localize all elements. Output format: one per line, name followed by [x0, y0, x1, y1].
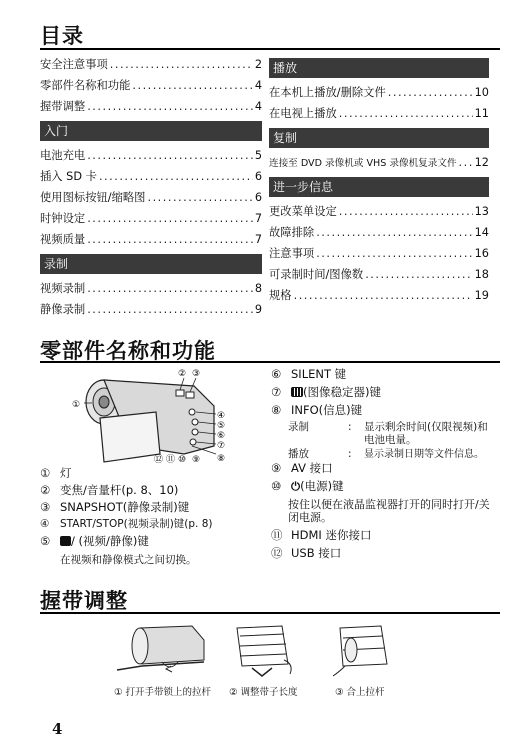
- diagram-label-7: ⑦: [217, 441, 226, 451]
- toc-entry-page: 5: [254, 149, 262, 162]
- toc-leader-dots: [87, 96, 253, 117]
- contents-title: 目录: [40, 24, 84, 48]
- toc-section-header: 入门: [40, 121, 262, 141]
- part-item-8: ⑧ INFO(信息)键: [271, 403, 363, 417]
- toc-section-header: 播放: [269, 58, 489, 78]
- toc-leader-dots: [294, 285, 473, 306]
- toc-entry-label: 在本机上播放/删除文件: [269, 86, 386, 99]
- toc-entry[interactable]: [40, 166, 262, 187]
- toc-entry-page: 4: [254, 79, 262, 92]
- toc-entry[interactable]: [40, 145, 262, 166]
- toc-entry[interactable]: [269, 82, 489, 103]
- toc-entry-label: 在电视上播放: [269, 107, 337, 120]
- part-item-9: ⑨ AV 接口: [271, 461, 333, 475]
- toc-entry[interactable]: [40, 278, 262, 299]
- toc-entry-label: 时钟设定: [40, 212, 86, 225]
- part-item-11: ⑪ HDMI 迷你接口: [271, 528, 372, 542]
- toc-left-column: [40, 54, 262, 320]
- toc-entry-page: 8: [254, 282, 262, 295]
- toc-entry-label: 电池充电: [40, 149, 86, 162]
- toc-entry-page: 6: [254, 191, 262, 204]
- grip-caption-3: ③ 合上拉杆: [335, 687, 385, 698]
- toc-entry[interactable]: [269, 103, 489, 124]
- contents-title-rule: [40, 48, 500, 50]
- toc-entry-label: 使用图标按钮/缩略图: [40, 191, 146, 204]
- part-item-2: ② 变焦/音量杆(p. 8、10): [40, 483, 179, 497]
- toc-leader-dots: [87, 278, 253, 299]
- toc-section-header: 进一步信息: [269, 177, 489, 197]
- toc-entry[interactable]: [269, 285, 489, 306]
- toc-leader-dots: [87, 145, 253, 166]
- part-item-4: ④ START/STOP(视频录制)键(p. 8): [40, 518, 213, 530]
- toc-entry-label: 零部件名称和功能: [40, 79, 131, 92]
- diagram-label-3: ③: [192, 369, 201, 379]
- toc-section-header: 录制: [40, 254, 262, 274]
- part-item-12: ⑫ USB 接口: [271, 546, 342, 560]
- part-item-7: ⑦ (图像稳定器)键: [271, 385, 381, 399]
- toc-entry-page: 13: [474, 205, 489, 218]
- toc-leader-dots: [316, 243, 472, 264]
- toc-entry-page: 16: [474, 247, 489, 260]
- toc-entry[interactable]: [40, 299, 262, 320]
- diagram-label-2: ②: [178, 369, 187, 379]
- toc-right-column: [269, 54, 489, 306]
- camcorder-diagram: [64, 366, 254, 466]
- toc-leader-dots: [147, 187, 252, 208]
- toc-entry[interactable]: [40, 208, 262, 229]
- toc-entry-label: 注意事项: [269, 247, 315, 260]
- toc-entry-page: 7: [254, 212, 262, 225]
- toc-entry-page: 9: [254, 303, 262, 316]
- toc-entry[interactable]: [269, 222, 489, 243]
- toc-entry[interactable]: [40, 75, 262, 96]
- part-item-10: ⑩ ⏻(电源)键: [271, 479, 344, 493]
- toc-entry-label: 更改菜单设定: [269, 205, 337, 218]
- toc-entry-page: 2: [254, 58, 262, 71]
- grip-illustration-3: [325, 620, 405, 678]
- diagram-label-10: ⑩: [178, 455, 187, 465]
- toc-entry-label: 握带调整: [40, 100, 86, 113]
- toc-entry-page: 12: [474, 156, 489, 169]
- toc-leader-dots: [388, 82, 473, 103]
- part-item-5-note: 在视频和静像模式之间切换。: [60, 554, 197, 566]
- info-row-record-desc: 显示剩余时间(仅限视频)和电池电量。: [364, 421, 488, 446]
- power-icon: ⏻: [291, 479, 301, 493]
- toc-leader-dots: [87, 299, 253, 320]
- toc-entry-label: 插入 SD 卡: [40, 170, 97, 183]
- diagram-label-12: ⑫: [154, 455, 164, 465]
- toc-entry-page: 7: [254, 233, 262, 246]
- info-row-record: 录制 :: [288, 421, 352, 433]
- toc-leader-dots: [110, 54, 253, 75]
- parts-title-rule: [40, 361, 500, 363]
- toc-leader-dots: [316, 222, 472, 243]
- stabilizer-icon: [291, 387, 303, 397]
- toc-leader-dots: [339, 103, 473, 124]
- toc-entry[interactable]: [269, 264, 489, 285]
- toc-leader-dots: [132, 75, 252, 96]
- toc-entry-label: 故障排除: [269, 226, 315, 239]
- toc-leader-dots: [365, 264, 472, 285]
- diagram-label-9: ⑨: [192, 455, 201, 465]
- toc-entry-label: 视频质量: [40, 233, 86, 246]
- diagram-label-11: ⑪: [166, 455, 176, 465]
- info-row-play: 播放 :: [288, 448, 352, 460]
- toc-leader-dots: [459, 152, 473, 173]
- toc-leader-dots: [99, 166, 253, 187]
- toc-entry-label: 可录制时间/图像数: [269, 268, 364, 281]
- parts-title: 零部件名称和功能: [40, 339, 216, 363]
- part-item-6: ⑥ SILENT 键: [271, 367, 347, 381]
- toc-entry[interactable]: [40, 96, 262, 117]
- diagram-label-8: ⑧: [217, 454, 226, 464]
- grip-illustration-2: [222, 620, 302, 678]
- part-item-3: ③ SNAPSHOT(静像录制)键: [40, 500, 190, 514]
- part-item-1: ① 灯: [40, 466, 72, 480]
- toc-entry-label: 规格: [269, 289, 292, 302]
- grip-illustration-1: [112, 620, 212, 678]
- toc-entry-page: 6: [254, 170, 262, 183]
- toc-leader-dots: [87, 229, 253, 250]
- diagram-label-1: ①: [72, 400, 81, 410]
- toc-entry[interactable]: [269, 201, 489, 222]
- toc-entry-label: 连接至 DVD 录像机或 VHS 录像机复录文件: [269, 158, 457, 169]
- grip-title-rule: [40, 612, 500, 614]
- page-number: 4: [52, 720, 63, 738]
- toc-section-header: 复制: [269, 128, 489, 148]
- grip-caption-1: ① 打开手带锁上的拉杆: [114, 687, 212, 698]
- toc-entry-label: 视频录制: [40, 282, 86, 295]
- toc-entry-label: 安全注意事项: [40, 58, 108, 71]
- grip-caption-2: ② 调整带子长度: [229, 687, 298, 698]
- toc-entry-page: 18: [474, 268, 489, 281]
- power-note: 按住以便在液晶监视器打开的同时打开/关闭电源。: [288, 498, 490, 524]
- toc-leader-dots: [339, 201, 473, 222]
- toc-leader-dots: [87, 208, 253, 229]
- diagram-label-4: ④: [217, 411, 226, 421]
- info-row-play-desc: 显示录制日期等文件信息。: [364, 449, 484, 460]
- toc-entry[interactable]: [40, 187, 262, 208]
- toc-entry-page: 19: [474, 289, 489, 302]
- toc-entry-page: 14: [474, 226, 489, 239]
- diagram-label-5: ⑤: [217, 421, 226, 431]
- toc-entry-page: 11: [474, 107, 489, 120]
- video-mode-icon: [60, 536, 71, 546]
- toc-entry[interactable]: [269, 152, 489, 173]
- grip-title: 握带调整: [40, 589, 128, 613]
- toc-entry-page: 4: [254, 100, 262, 113]
- toc-entry[interactable]: [40, 54, 262, 75]
- toc-entry-page: 10: [474, 86, 489, 99]
- toc-entry[interactable]: [40, 229, 262, 250]
- toc-entry-label: 静像录制: [40, 303, 86, 316]
- toc-entry[interactable]: [269, 243, 489, 264]
- part-item-5: ⑤ / (视频/静像)键: [40, 534, 149, 548]
- diagram-label-6: ⑥: [217, 431, 226, 441]
